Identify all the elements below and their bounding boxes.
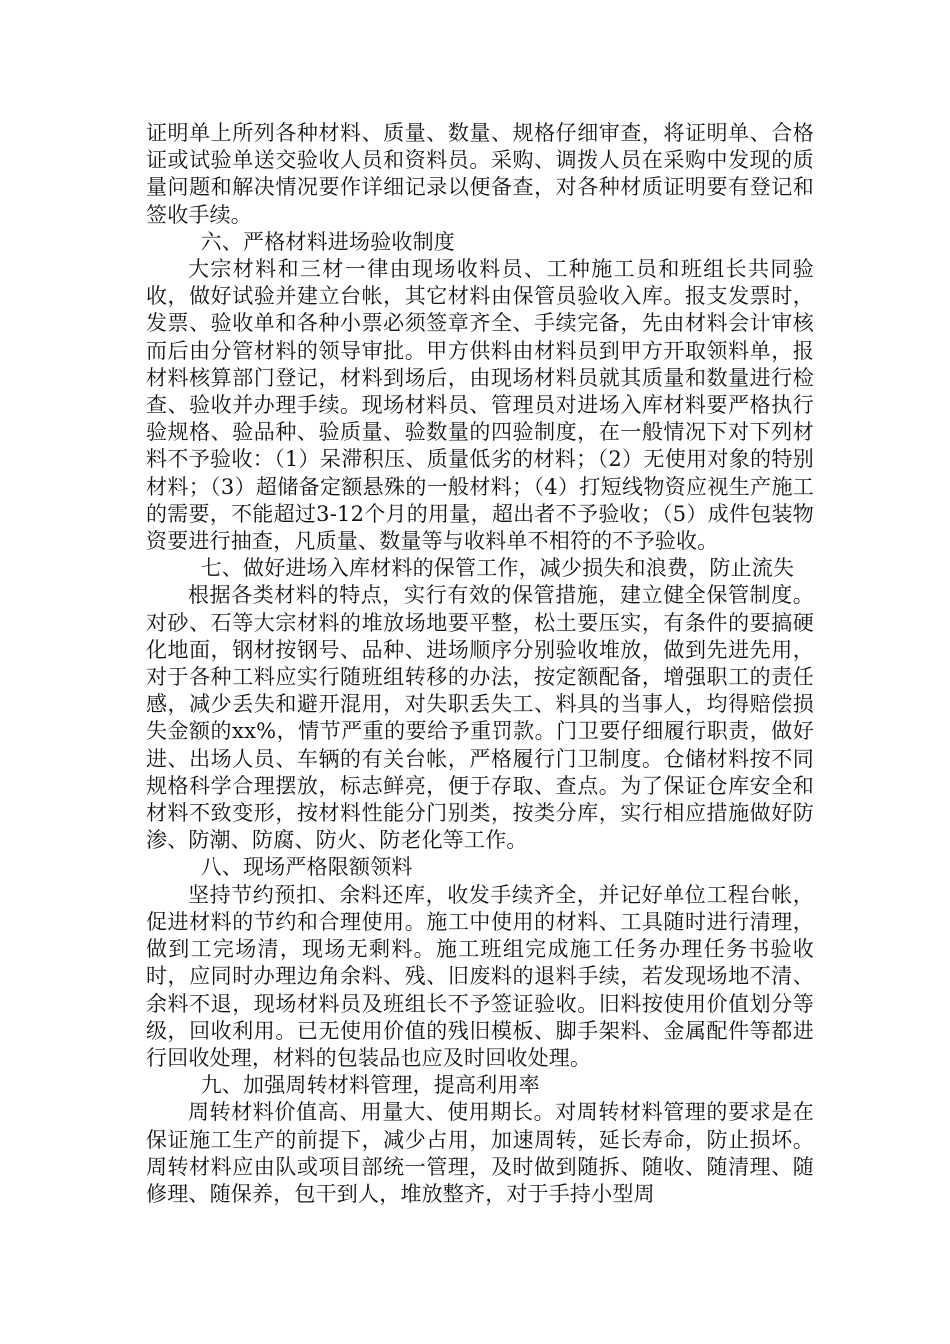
- document-page: [146, 120, 814, 1208]
- section-heading-9: 九、加强周转材料管理，提高利用率: [200, 1073, 540, 1098]
- section-heading-6: 六、严格材料进场验收制度: [200, 229, 455, 254]
- paragraph-continued: 证明单上所列各种材料、质量、数量、规格仔细审查，将证明单、合格证或试验单送交验收人员和资料员。采购、调拨人员在采购中发现的质量问题和解决情况要作详细记录以便备查，对各种材质证明要有登记和签收手续。: [146, 121, 814, 227]
- section-heading-8: 八、现场严格限额领料: [200, 855, 413, 880]
- paragraph-9: 周转材料价值高、用量大、使用期长。对周转材料管理的要求是在保证施工生产的前提下，减少占用，加速周转，延长寿命，防止损坏。周转材料应由队或项目部统一管理，及时做到随拆、随收、随清理、随修理、随保养，包干到人，堆放整齐，对于手持小型周: [146, 1100, 814, 1206]
- paragraph-7: 根据各类材料的特点，实行有效的保管措施，建立健全保管制度。对砂、石等大宗材料的堆放场地要平整，松土要压实，有条件的要搞硬化地面，钢材按钢号、品种、进场顺序分别验收堆放，做到先进先用，对于各种工料应实行随班组转移的办法，按定额配备，增强职工的责任感，减少丢失和避开混用，对失职丢失工、料具的当事人，均得赔偿损失金额的xx%，情节严重的要给予重罚款。门卫要仔细履行职责，做好进、出场人员、车辆的有关台帐，严格履行门卫制度。仓储材料按不同规格科学合理摆放，标志鲜亮，便于存取、查点。为了保证仓库安全和材料不致变形，按材料性能分门别类，按类分库，实行相应措施做好防渗、防潮、防腐、防火、防老化等工作。: [146, 583, 814, 853]
- section-heading-7: 七、做好进场入库材料的保管工作，减少损失和浪费，防止流失: [200, 556, 795, 581]
- paragraph-6: 大宗材料和三材一律由现场收料员、工种施工员和班组长共同验收，做好试验并建立台帐，其它材料由保管员验收入库。报支发票时，发票、验收单和各种小票必须签章齐全、手续完备，先由材料会计审核而后由分管材料的领导审批。甲方供料由材料员到甲方开取领料单，报材料核算部门登记，材料到场后，由现场材料员就其质量和数量进行检查、验收并办理手续。现场材料员、管理员对进场入库材料要严格执行验规格、验品种、验质量、验数量的四验制度，在一般情况下对下列材料不予验收：（1）呆滞积压、质量低劣的材料；（2）无使用对象的特别材料；（3）超储备定额悬殊的一般材料；（4）打短线物资应视生产施工的需要，不能超过3-12个月的用量，超出者不予验收；（5）成件包装物资要进行抽查，凡质量、数量等与收料单不相符的不予验收。: [146, 257, 814, 554]
- paragraph-8: 坚持节约预扣、余料还库，收发手续齐全，并记好单位工程台帐，促进材料的节约和合理使用。施工中使用的材料、工具随时进行清理，做到工完场清，现场无剩料。施工班组完成施工任务办理任务书验收时，应同时办理边角余料、残、旧废料的退料手续，若发现场地不清、余料不退，现场材料员及班组长不予签证验收。旧料按使用价值划分等级，回收利用。已无使用价值的残旧模板、脚手架料、金属配件等都进行回收处理，材料的包装品也应及时回收处理。: [146, 882, 814, 1070]
